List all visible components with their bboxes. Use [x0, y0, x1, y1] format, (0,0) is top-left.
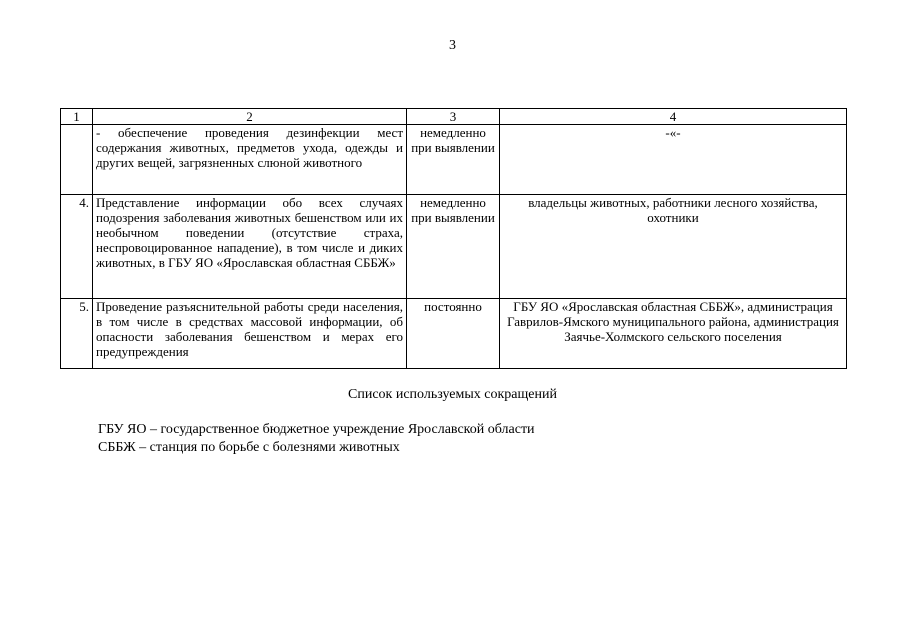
measure-timing: немедленно при выявлении	[407, 195, 500, 299]
measure-responsible: -«-	[500, 125, 847, 195]
measures-table	[60, 108, 847, 369]
measure-description: Представление информации обо всех случаях подозрения заболевания животных бешенством или их необычном поведении (отсутствие страха, неспровоцированное нападение), в том числе и диких животных, в ГБУ ЯО «Ярославская областная СББЖ»	[93, 195, 407, 299]
table-row	[61, 195, 847, 299]
column-header: 3	[407, 109, 500, 125]
row-number: 5.	[61, 299, 93, 369]
measure-description: - обеспечение проведения дезинфекции мест содержания животных, предметов ухода, одежды и других вещей, загрязненных слюной животного	[93, 125, 407, 195]
column-header: 1	[61, 109, 93, 125]
page-number: 3	[449, 38, 456, 53]
row-number: 4.	[61, 195, 93, 299]
column-header: 4	[500, 109, 847, 125]
table-row	[61, 125, 847, 195]
abbreviations-title: Список используемых сокращений	[348, 387, 557, 402]
measure-description: Проведение разъяснительной работы среди населения, в том числе в средствах массовой информации, об опасности заболевания бешенством и мерах его предупреждения	[93, 299, 407, 369]
abbreviation-item: ГБУ ЯО – государственное бюджетное учреждение Ярославской области	[98, 422, 535, 437]
table-header-row	[61, 109, 847, 125]
table-row	[61, 299, 847, 369]
row-number	[61, 125, 93, 195]
measure-responsible: ГБУ ЯО «Ярославская областная СББЖ», администрация Гаврилов-Ямского муниципального района, администрация Заячье-Холмского сельского поселения	[500, 299, 847, 369]
column-header: 2	[93, 109, 407, 125]
measure-responsible: владельцы животных, работники лесного хозяйства, охотники	[500, 195, 847, 299]
measure-timing: постоянно	[407, 299, 500, 369]
measure-timing: немедленно при выявлении	[407, 125, 500, 195]
abbreviation-item: СББЖ – станция по борьбе с болезнями животных	[98, 440, 400, 455]
